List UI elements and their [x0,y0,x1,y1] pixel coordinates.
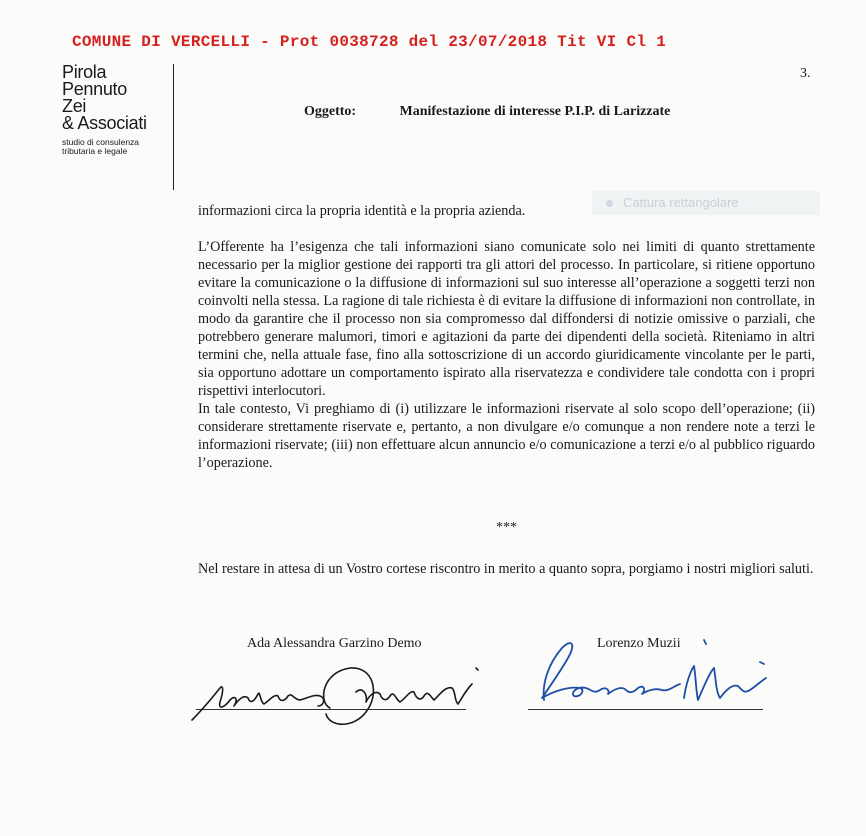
signature-1-image [190,650,490,740]
signature-1-strokes [192,668,478,724]
body-paragraph-2: L’Offerente ha l’esigenza che tali informazioni siano comunicate solo nei limiti di quanto strettamente necessario per la miglior gestione dei rapporti tra gli attori del processo. In particolare, si ritiene opportuno evitare la comunicazione o la diffusione di informazioni sul suo interesse all’operazione a soggetti terzi non coinvolti nella stessa. La ragione di tale richiesta è di evitare la diffusione di informazioni non controllate, in modo da garantire che il processo non sia compromesso dal diffondersi di notizie omissive o parziali, che potrebbero generare malumori, timori e agitazioni da parte dei dipendenti della società. Riteniamo in altri termini che, nella attuale fase, fino alla sottoscrizione di un accordo giuridicamente vincolante per le parti, sia opportuno adottare un comportamento ispirato alla riservatezza e condividere tale condotta con i propri rispettivi interlocutori. [198,239,815,399]
closing-paragraph: Nel restare in attesa di un Vostro cortese riscontro in merito a quanto sopra, porgiamo i nostri migliori saluti. [198,561,814,577]
protocol-stamp: COMUNE DI VERCELLI - Prot 0038728 del 23/07/2018 Tit VI Cl 1 [72,33,667,51]
logo-subtitle-line-1: studio di consulenza [62,137,140,147]
body-paragraph-1: informazioni circa la propria identità e la propria azienda. [198,203,526,219]
logo-line-4: & Associati [62,113,147,133]
page-number: 3. [800,66,811,81]
logo-line-2: Pennuto [62,79,127,99]
subject-text: Manifestazione di interesse P.I.P. di Larizzate [399,104,671,119]
logo-subtitle [62,138,147,156]
logo-line-1: Pirola [62,62,107,82]
signature-2-strokes [542,640,766,700]
signature-2-image [528,628,778,718]
subject-label: Oggetto: [304,104,357,119]
capture-overlay-label: Cattura rettangolare [623,195,739,210]
body-paragraph-3: In tale contesto, Vi preghiamo di (i) utilizzare le informazioni riservate al solo scopo dell’operazione; (ii) considerare strettamente riservate e, pertanto, a non divulgare e/o comunque a non rendere note a terzi le informazioni riservate; (iii) non effettuare alcun annuncio e/o comunicazione a terzi e/o al pubblico riguardo l’operazione. [198,401,815,471]
logo-line-3: Zei [62,96,87,116]
subject-line [304,104,670,120]
logo-divider [173,64,174,190]
signer-name-1: Ada Alessandra Garzino Demo [247,636,422,651]
letter-body [198,202,815,472]
firm-logo [62,64,147,156]
signer-name-2: Lorenzo Muzii [597,636,681,651]
section-separator: *** [496,520,517,535]
logo-subtitle-line-2: tributaria e legale [62,146,128,156]
